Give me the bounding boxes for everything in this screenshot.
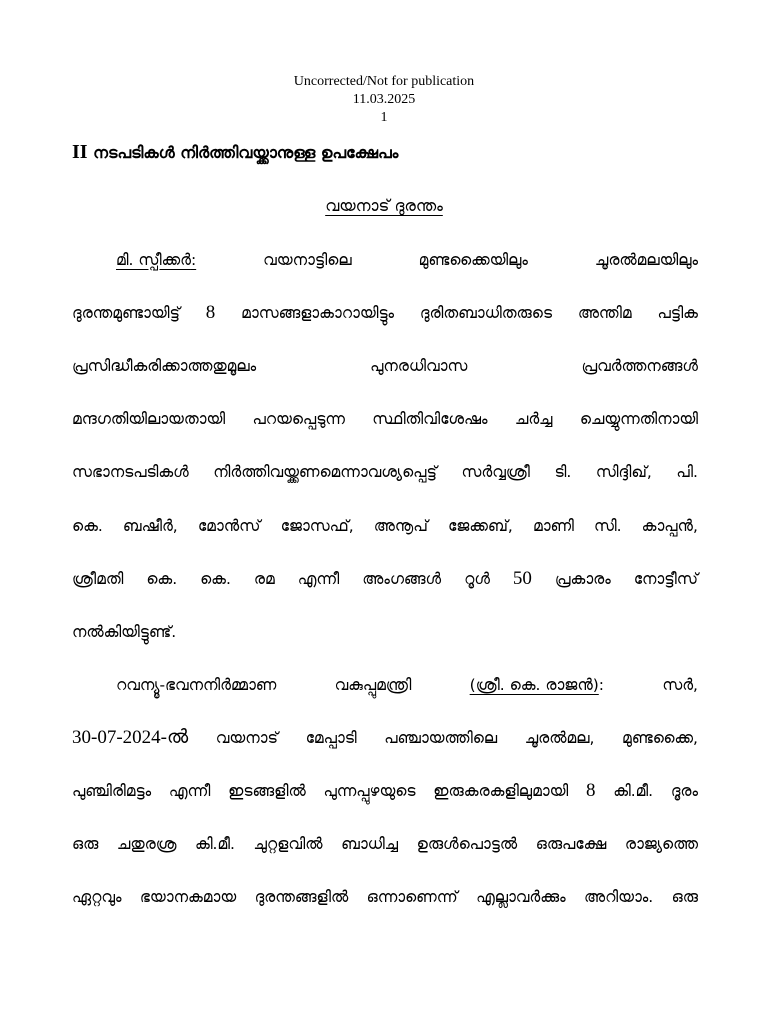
- word: ബാധിച്ച: [341, 835, 399, 853]
- word: വയനാട്: [215, 729, 278, 747]
- word: ചർച്ച: [514, 410, 553, 428]
- word: ജോസഫ്,: [280, 517, 354, 535]
- word: പ്രസിദ്ധീകരിക്കാത്തതുമൂലം: [72, 357, 257, 375]
- word: ദുരന്തമുണ്ടായിട്ട്: [72, 304, 180, 322]
- word: ദൂരം: [670, 782, 698, 800]
- word: പുഞ്ചിരിമട്ടം: [72, 782, 152, 800]
- word: ചൂരൽമല,: [524, 729, 595, 747]
- word: സർ,: [662, 676, 698, 694]
- word: സിദ്ദിഖ്,: [595, 463, 652, 481]
- word: ചതുരശ്ര: [116, 835, 177, 853]
- title-text: വയനാട് ദുരന്തം: [325, 196, 443, 215]
- date-word: 30-07-2024-ൽ: [72, 727, 189, 748]
- word: ഒരു: [671, 888, 698, 906]
- word: മുണ്ടക്കൈ,: [622, 729, 698, 747]
- word: ഉരുൾപൊട്ടൽ: [416, 835, 518, 853]
- speaker-name: (ശ്രീ. കെ. രാജൻ):: [469, 676, 605, 694]
- word: ടി.: [554, 463, 572, 481]
- word: രമ: [253, 570, 275, 588]
- word: മാണി: [532, 517, 574, 535]
- paragraph2-line2: [72, 726, 698, 750]
- section-number: II: [72, 141, 88, 163]
- word: സ്ഥിതിവിശേഷം: [372, 410, 488, 428]
- paragraph2-line4: [72, 832, 698, 856]
- word: മാസങ്ങളാകാറായിട്ടും: [241, 304, 395, 322]
- page-number: 1: [380, 110, 388, 125]
- word: മേപ്പാടി: [305, 729, 357, 747]
- word: കി.മീ.: [613, 782, 654, 800]
- speaker-designation: റവന്യൂ-ഭവനനിർമ്മാണ: [116, 676, 277, 694]
- word: എല്ലാവർക്കും: [476, 888, 566, 906]
- word: ശ്രീമതി: [72, 570, 124, 588]
- word: മുണ്ടക്കൈയിലും: [418, 251, 528, 269]
- number: 8: [585, 780, 596, 801]
- word: പി.: [676, 463, 698, 481]
- paragraph1-line7: [72, 567, 698, 591]
- word: ദുരന്തങ്ങളിൽ: [254, 888, 349, 906]
- word: സർവ്വശ്രീ: [461, 463, 530, 481]
- word: ബഷീർ,: [122, 517, 178, 535]
- word: ഒന്നാണെന്ന്: [366, 888, 458, 906]
- document-title: [0, 196, 768, 216]
- word: എന്നീ: [297, 570, 340, 588]
- word: ചൂരൽമലയിലും: [594, 251, 698, 269]
- word: കി.മീ.: [195, 835, 235, 853]
- word: ഇടങ്ങളിൽ: [228, 782, 306, 800]
- publication-status: Uncorrected/Not for publication: [293, 74, 475, 89]
- section-heading: [72, 141, 398, 164]
- speaker-designation-word: വകുപ്പുമന്ത്രി: [334, 676, 412, 694]
- paragraph1-line3: [72, 354, 698, 378]
- speaker-label: മി. സ്പീക്കർ:: [116, 251, 197, 269]
- word: സഭാനടപടികൾ: [72, 463, 189, 481]
- word: നോട്ടീസ്: [633, 570, 698, 588]
- word: കെ.: [146, 570, 178, 588]
- paragraph1-line5: [72, 460, 698, 484]
- word: പുന്നപ്പുഴയുടെ: [323, 782, 416, 800]
- word: പുനരധിവാസ: [370, 357, 468, 375]
- word: എന്നീ: [168, 782, 211, 800]
- word: അന്തിമ: [577, 304, 632, 322]
- word: ഭയാനകമായ: [139, 888, 237, 906]
- word: പ്രകാരം: [554, 570, 611, 588]
- word: കെ.: [200, 570, 231, 588]
- word: മോൻസ്: [197, 517, 261, 535]
- number: 8: [205, 302, 216, 323]
- word: ജേക്കബ്,: [448, 517, 513, 535]
- word: ഒരുപക്ഷേ: [535, 835, 607, 853]
- word: അനൂപ്: [373, 517, 428, 535]
- word: ചുറ്റളവിൽ: [253, 835, 323, 853]
- word: മന്ദഗതിയിലായതായി: [72, 410, 226, 428]
- word: രാജ്യത്തെ: [624, 835, 698, 853]
- word: സി.: [593, 517, 622, 535]
- page-header: [0, 73, 768, 127]
- paragraph1-line2: [72, 301, 698, 325]
- word: അംഗങ്ങൾ: [362, 570, 442, 588]
- word: വയനാട്ടിലെ: [263, 251, 352, 269]
- word: റൂൾ: [464, 570, 490, 588]
- paragraph1-line6: [72, 514, 698, 538]
- word: ഏറ്റവും: [72, 888, 122, 906]
- word: നിർത്തിവയ്ക്കണമെന്നാവശ്യപ്പെട്ട്: [213, 463, 437, 481]
- word: പറയപ്പെടുന്ന: [252, 410, 345, 428]
- paragraph2-line3: [72, 779, 698, 803]
- number: 50: [512, 568, 532, 589]
- word: നൽകിയിട്ടുണ്ട്.: [72, 623, 177, 641]
- word: ദുരിതബാധിതരുടെ: [419, 304, 552, 322]
- word: ചെയ്യുന്നതിനായി: [579, 410, 698, 428]
- section-title: നടപടികൾ നിർത്തിവയ്ക്കാനുള്ള ഉപക്ഷേപം: [93, 143, 399, 162]
- word: പ്രവർത്തനങ്ങൾ: [581, 357, 698, 375]
- paragraph1-line8: [72, 620, 698, 644]
- word: പട്ടിക: [657, 304, 698, 322]
- word: ഇരുകരകളിലുമായി: [433, 782, 569, 800]
- word: കെ.: [72, 517, 103, 535]
- word: അറിയാം.: [584, 888, 654, 906]
- paragraph1-line4: [72, 407, 698, 431]
- word: കാപ്പൻ,: [641, 517, 698, 535]
- paragraph2-line1: [72, 673, 698, 697]
- paragraph2-line5: [72, 885, 698, 909]
- word: ഒരു: [72, 835, 99, 853]
- document-date: 11.03.2025: [352, 92, 416, 107]
- paragraph1-line1: [72, 248, 698, 272]
- word: പഞ്ചായത്തിലെ: [384, 729, 498, 747]
